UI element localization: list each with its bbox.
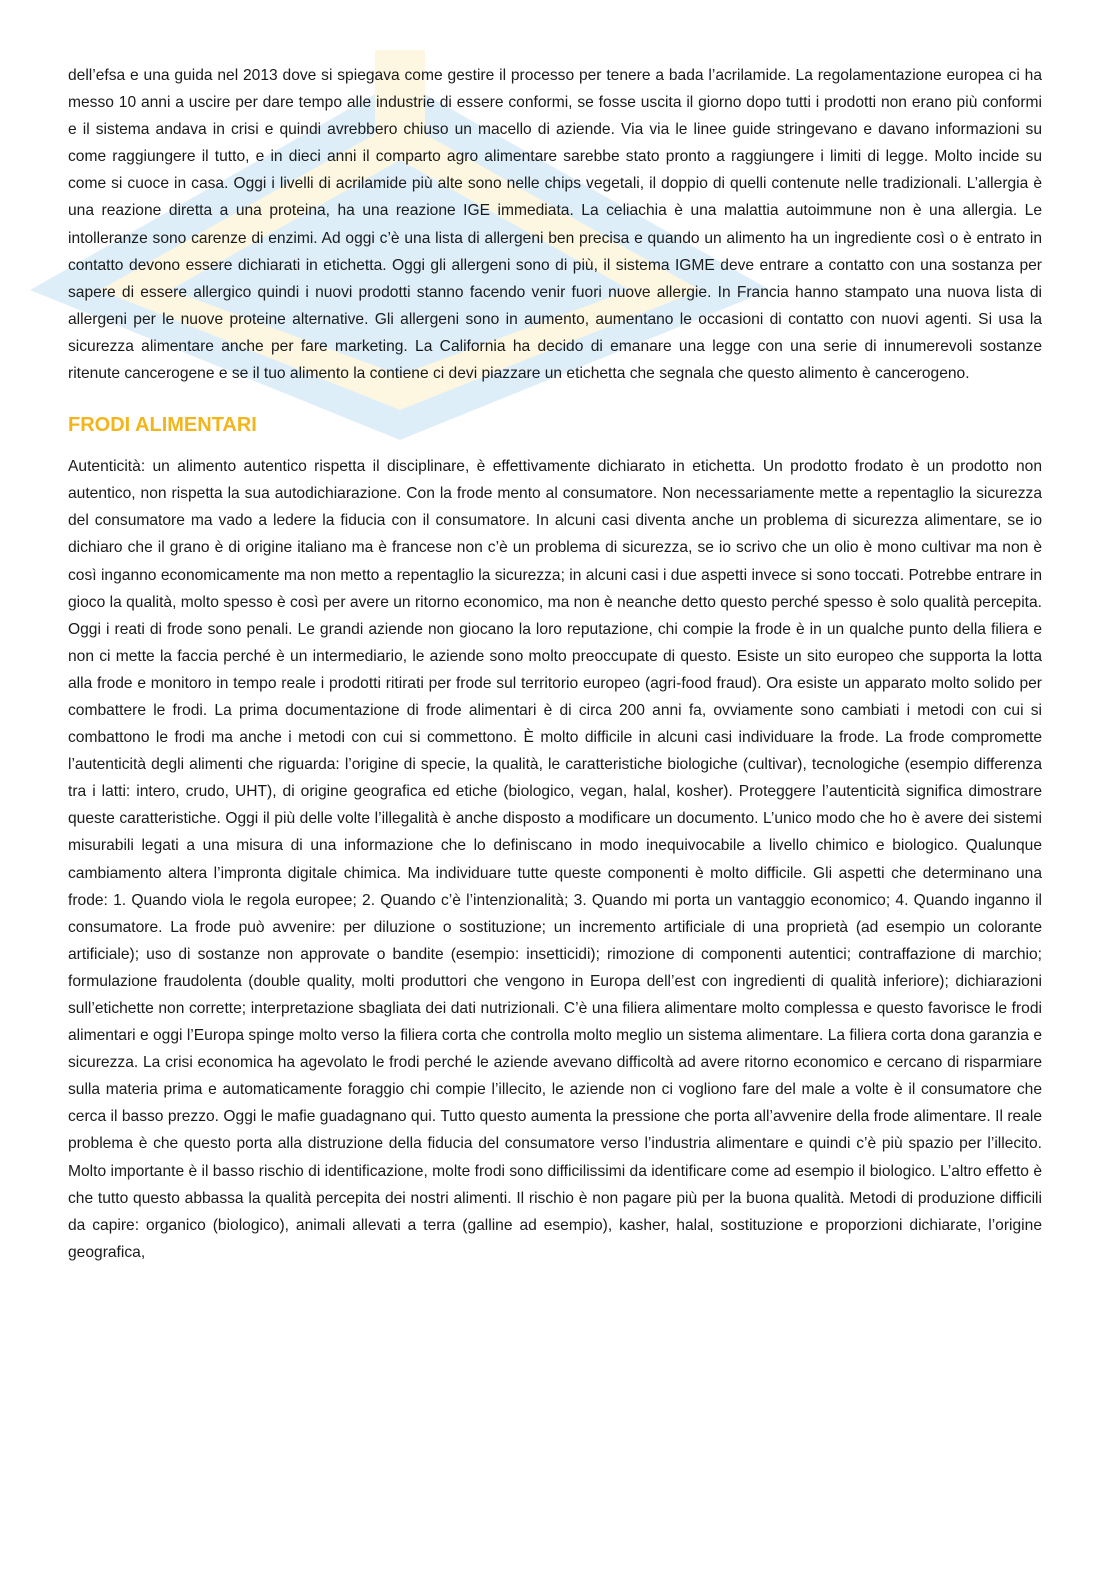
section-heading-frodi-alimentari: FRODI ALIMENTARI — [68, 414, 257, 437]
document-body — [68, 62, 1042, 1266]
paragraph-frodi-alimentari: Autenticità: un alimento autentico rispetta il disciplinare, è effettivamente dichiarato in etichetta. Un prodotto frodato è un prodotto non autentico, non rispetta la sua autodichiarazione. Con la frode mento al consumatore. Non necessariamente mette a repentaglio la sicurezza del consumatore ma vado a ledere la fiducia con il consumatore. In alcuni casi diventa anche un problema di sicurezza alimentare, se io dichiaro che il grano è di origine italiano ma è francese non c’è un problema di sicurezza, se io scrivo che un olio è mono cultivar ma non è così inganno economicamente ma non metto a repentaglio la sicurezza; in alcuni casi i due aspetti invece si sono toccati. Potrebbe entrare in gioco la qualità, molto spesso è così per avere un ritorno economico, ma non è neanche detto questo perché spesso è solo qualità percepita. Oggi i reati di frode sono penali. Le grandi aziende non giocano la loro reputazione, chi compie la frode è in un qualche punto della filiera e non ci mette la faccia perché è un intermediario, le aziende sono molto preoccupate di questo. Esiste un sito europeo che supporta la lotta alla frode e monitoro in tempo reale i prodotti ritirati per frode sul territorio europeo (agri-food fraud). Ora esiste un apparato molto solido per combattere le frodi. La prima documentazione di frode alimentari è di circa 200 anni fa, ovviamente sono cambiati i metodi con cui si combattono le frodi ma anche i metodi con cui si commettono. È molto difficile in alcuni casi individuare la frode. La frode compromette l’autenticità degli alimenti che riguarda: l’origine di specie, la qualità, le caratteristiche biologiche (cultivar), tecnologiche (esempio differenza tra i latti: intero, crudo, UHT), di origine geografica ed etiche (biologico, vegan, halal, kosher). Proteggere l’autenticità significa dimostrare queste caratteristiche. Oggi il più delle volte l’illegalità è anche disposto a modificare un documento. L’unico modo che ho è avere dei sistemi misurabili legati a una misura di una informazione che lo definiscano in modo inequivocabile a livello chimico e biologico. Qualunque cambiamento altera l’impronta digitale chimica. Ma individuare tutte queste componenti è molto difficile. Gli aspetti che determinano una frode: 1. Quando viola le regola europee; 2. Quando c’è l’intenzionalità; 3. Quando mi porta un vantaggio economico; 4. Quando inganno il consumatore. La frode può avvenire: per diluzione o sostituzione; un incremento artificiale di una proprietà (ad esempio un colorante artificiale); uso di sostanze non approvate o bandite (esempio: insetticidi); rimozione di componenti autentici; contraffazione di marchio; formulazione fraudolenta (double quality, molti produttori che vengono in Europa dell’est con ingredienti di qualità inferiore); dichiarazioni sull’etichette non corrette; interpretazione sbagliata dei dati nutrizionali. C’è una filiera alimentare molto complessa e questo favorisce le frodi alimentari e oggi l’Europa spinge molto verso la filiera corta che controlla molto meglio un sistema alimentare. La filiera corta dona garanzia e sicurezza. La crisi economica ha agevolato le frodi perché le aziende avevano difficoltà ad avere ritorno economico e cercano di risparmiare sulla materia prima e automaticamente foraggio chi compie l’illecito, le aziende non ci vogliono fare del male a volte è il consumatore che cerca il basso prezzo. Oggi le mafie guadagnano qui. Tutto questo aumenta la pressione che porta all’avvenire della frode alimentare. Il reale problema è che questo porta alla distruzione della fiducia del consumatore verso l’industria alimentare e quindi c’è più spazio per l’illecito. Molto importante è il basso rischio di identificazione, molte frodi sono difficilissimi da identificare come ad esempio il biologico. L’altro effetto è che tutto questo abbassa la qualità percepita dei nostri alimenti. Il rischio è non pagare più per la buona qualità. Metodi di produzione difficili da capire: organico (biologico), animali allevati a terra (galline ad esempio), kasher, halal, sostituzione e proporzioni dichiarate, l’origine geografica, — [68, 458, 1042, 1261]
paragraph-acrylamide-allergens: dell’efsa e una guida nel 2013 dove si spiegava come gestire il processo per tenere a bada l’acrilamide. La regolamentazione europea ci ha messo 10 anni a uscire per dare tempo alle industrie di essere conformi, se fosse uscita il giorno dopo tutti i prodotti non erano più conformi e il sistema andava in crisi e quindi avrebbero chiuso un macello di aziende. Via via le linee guide stringevano e davano informazioni su come raggiungere il tutto, e in dieci anni il comparto agro alimentare sarebbe stato pronto a raggiungere i limiti di legge. Molto incide su come si cuoce in casa. Oggi i livelli di acrilamide più alte sono nelle chips vegetali, il doppio di quelli contenute nelle tradizionali. L’allergia è una reazione diretta a una proteina, ha una reazione IGE immediata. La celiachia è una malattia autoimmune non è una allergia. Le intolleranze sono carenze di enzimi. Ad oggi c’è una lista di allergeni ben precisa e quando un alimento ha un ingrediente così o è entrato in contatto devono essere dichiarati in etichetta. Oggi gli allergeni sono di più, il sistema IGME deve entrare a contatto con una sostanza per sapere di essere allergico quindi i nuovi prodotti stanno facendo venir fuori nuove allergie. In Francia hanno stampato una nuova lista di allergeni per le nuove proteine alternative. Gli allergeni sono in aumento, aumentano le occasioni di contatto con nuovi agenti. Si usa la sicurezza alimentare anche per fare marketing. La California ha decido di emanare una legge con una serie di innumerevoli sostanze ritenute cancerogene e se il tuo alimento la contiene ci devi piazzare un etichetta che segnala che questo alimento è cancerogeno. — [68, 67, 1042, 383]
